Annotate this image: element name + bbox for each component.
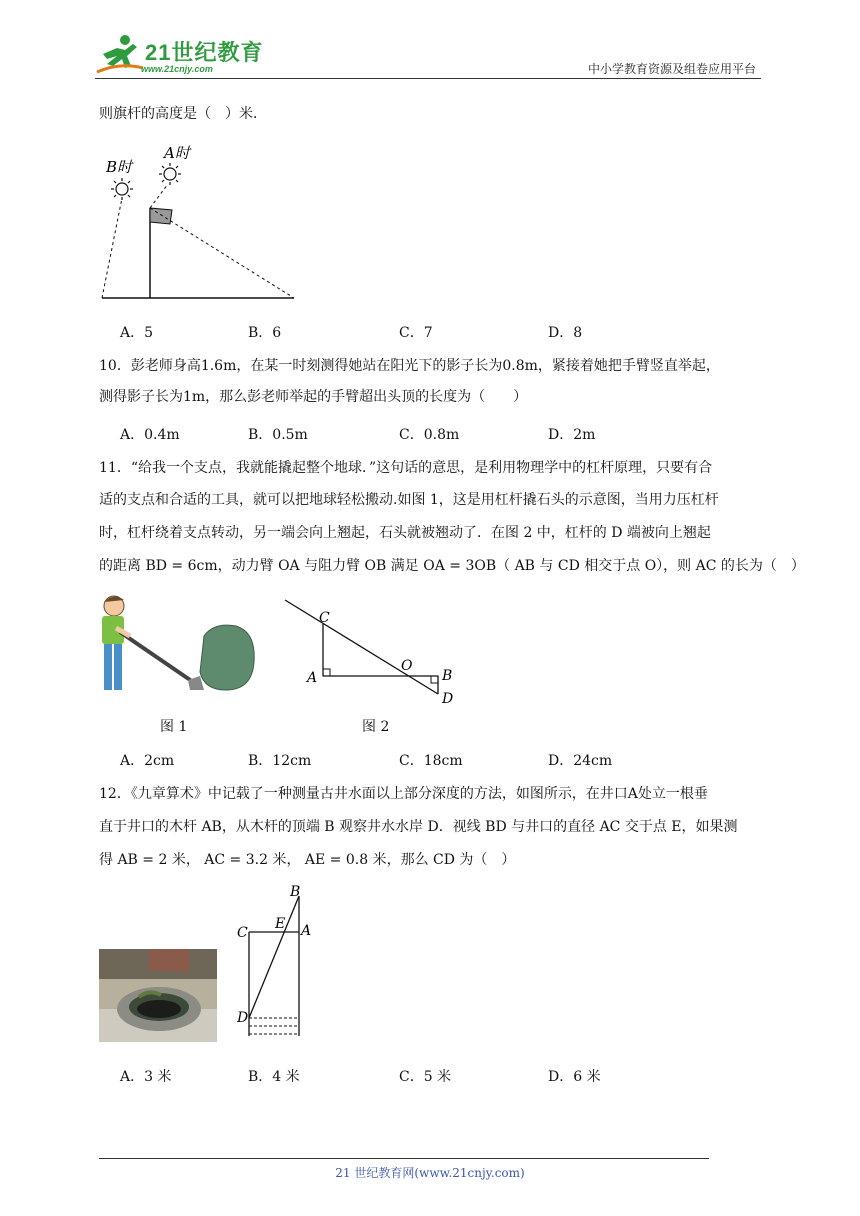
q12-option-b[interactable]: B．4 米 <box>248 1069 300 1085</box>
q12-label-d: D <box>237 1010 249 1026</box>
footer-divider <box>99 1158 709 1159</box>
runner-logo-icon <box>95 32 145 76</box>
q11-geometry-figure <box>283 596 463 708</box>
q10-option-b[interactable]: B．0.5m <box>248 427 308 443</box>
q12-stem-line2: 直于井口的木杆 AB，从木杆的顶端 B 观察井水水岸 D．视线 BD 与井口的直径 AC 交于点 E，如果测 <box>99 819 738 835</box>
q11-option-c[interactable]: C．18cm <box>399 753 463 769</box>
q9-stem: 则旗杆的高度是（ ）米． <box>99 106 267 122</box>
sun-a-icon <box>159 163 181 185</box>
q12-label-b: B <box>290 884 301 900</box>
q10-stem-line1: 10．彭老师身高1.6m，在某一时刻测得她站在阳光下的影子长为0.8m，紧接着她把手臂竖直举起， <box>99 358 720 374</box>
logo-text: 21世纪教育 <box>145 40 264 65</box>
q12-well-diagram <box>232 884 317 1040</box>
q9-option-c[interactable]: C．7 <box>399 325 433 341</box>
q9-option-b[interactable]: B．6 <box>248 325 282 341</box>
q9-label-b: B时 <box>106 158 133 176</box>
q9-option-d[interactable]: D．8 <box>548 325 583 341</box>
q11-label-a: A <box>307 670 318 686</box>
q12-well-photo <box>99 949 217 1042</box>
q11-stem-line3: 时，杠杆绕着支点转动，另一端会向上翘起，石头就被翘动了．在图 2 中，杠杆的 D 端被向上翘起 <box>99 525 711 541</box>
q11-stem-line4: 的距离 BD = 6cm，动力臂 OA 与阻力臂 OB 满足 OA = 3OB（ AB 与 CD 相交于点 O），则 AC 的长为（ ） <box>99 558 805 574</box>
q11-fig1-caption: 图 1 <box>160 719 188 735</box>
header-divider <box>95 78 761 79</box>
q12-stem-line3: 得 AB = 2 米， AC = 3.2 米， AE = 0.8 米，那么 CD 为（ ） <box>99 852 516 868</box>
q9-label-a: A时 <box>164 144 190 162</box>
q11-option-a[interactable]: A．2cm <box>120 753 175 769</box>
q11-stem-line2: 适的支点和合适的工具，就可以把地球轻松搬动.如图 1，这是用杠杆撬石头的示意图，当用力压杠杆 <box>99 492 719 508</box>
q11-label-d: D <box>442 691 454 707</box>
logo-url: www.21cnjy.com <box>141 64 213 74</box>
q12-label-e: E <box>275 916 286 932</box>
footer-link[interactable]: 21 世纪教育网(www.21cnjy.com) <box>335 1166 525 1180</box>
q11-lever-illustration <box>96 592 262 698</box>
q11-option-d[interactable]: D．24cm <box>548 753 613 769</box>
q12-option-d[interactable]: D．6 米 <box>548 1069 601 1085</box>
q12-label-c: C <box>237 925 248 941</box>
sun-b-icon <box>111 178 133 200</box>
site-logo <box>95 32 265 80</box>
q11-stem-line1: 11．“给我一个支点，我就能撬起整个地球．”这句话的意思，是利用物理学中的杠杆原理，只要有合 <box>99 460 713 476</box>
q11-label-o: O <box>401 658 413 674</box>
q11-label-c: C <box>319 610 330 626</box>
q9-flagpole-figure <box>98 140 303 305</box>
q11-fig2-caption: 图 2 <box>362 719 390 735</box>
q10-stem-line2: 测得影子长为1m，那么彭老师举起的手臂超出头顶的长度为（ ） <box>99 389 528 405</box>
q11-label-b: B <box>442 668 453 684</box>
q12-stem-line1: 12．《九章算术》中记载了一种测量古井水面以上部分深度的方法，如图所示，在井口A处立一根垂 <box>99 786 708 802</box>
q10-option-c[interactable]: C．0.8m <box>399 427 460 443</box>
q10-option-a[interactable]: A．0.4m <box>120 427 180 443</box>
q12-option-a[interactable]: A．3 米 <box>120 1069 172 1085</box>
platform-title: 中小学教育资源及组卷应用平台 <box>587 62 756 76</box>
q12-option-c[interactable]: C．5 米 <box>399 1069 452 1085</box>
q11-option-b[interactable]: B．12cm <box>248 753 312 769</box>
q10-option-d[interactable]: D．2m <box>548 427 596 443</box>
q12-label-a: A <box>301 923 312 939</box>
q9-option-a[interactable]: A．5 <box>120 325 154 341</box>
